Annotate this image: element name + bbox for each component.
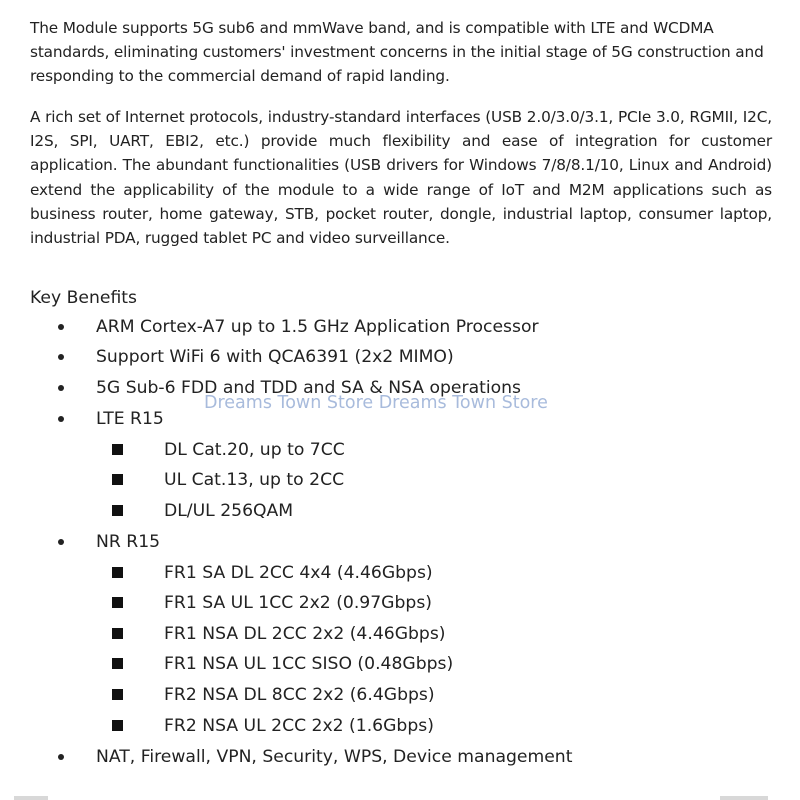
page-edge-divider	[720, 796, 768, 800]
benefit-item-text: NR R15	[96, 532, 161, 552]
intro-paragraph-2: A rich set of Internet protocols, industry-standard interfaces (USB 2.0/3.0/3.1, PCIe 3.0, RGMII, I2C, I2S, SPI, UART, EBI2, etc.) provide much flexibility and ease of integration for customer application. The abundant functionalities (USB drivers for Windows 7/8/8.1/10, Linux and Android) extend the applicability of the module to a wide range of IoT and M2M applications such as business router, home gateway, STB, pocket router, dongle, industrial laptop, consumer laptop, industrial PDA, rugged tablet PC and video surveillance.	[30, 108, 772, 248]
key-benefits-heading: Key Benefits	[30, 288, 137, 308]
nr-sub-item-text: FR1 SA UL 1CC 2x2 (0.97Gbps)	[164, 593, 432, 613]
nr-sub-item-text: FR1 NSA UL 1CC SISO (0.48Gbps)	[164, 654, 454, 674]
lte-sub-item-text: DL Cat.20, up to 7CC	[164, 440, 345, 460]
page-edge-divider	[14, 796, 48, 800]
bullet-square-icon	[112, 474, 123, 485]
lte-sub-item-text: DL/UL 256QAM	[164, 501, 294, 521]
nr-sub-item-text: FR1 SA DL 2CC 4x4 (4.46Gbps)	[164, 563, 433, 583]
bullet-dot-icon	[58, 754, 64, 760]
bullet-square-icon	[112, 628, 123, 639]
bullet-dot-icon	[58, 385, 64, 391]
bullet-square-icon	[112, 505, 123, 516]
benefit-item-text: Support WiFi 6 with QCA6391 (2x2 MIMO)	[96, 347, 454, 367]
store-watermark: Dreams Town Store Dreams Town Store	[204, 393, 548, 413]
benefit-item-text: NAT, Firewall, VPN, Security, WPS, Device management	[96, 747, 573, 767]
benefit-item-text: ARM Cortex-A7 up to 1.5 GHz Application Processor	[96, 317, 539, 337]
intro-paragraph-1: The Module supports 5G sub6 and mmWave band, and is compatible with LTE and WCDMA standards, eliminating customers' investment concerns in the initial stage of 5G construction and responding to the commercial demand of rapid landing.	[30, 19, 764, 86]
bullet-dot-icon	[58, 354, 64, 360]
bullet-square-icon	[112, 689, 123, 700]
bullet-dot-icon	[58, 324, 64, 330]
nr-sub-item-text: FR1 NSA DL 2CC 2x2 (4.46Gbps)	[164, 624, 446, 644]
nr-sub-item-text: FR2 NSA UL 2CC 2x2 (1.6Gbps)	[164, 716, 434, 736]
benefit-item-text: 5G Sub-6 FDD and TDD and SA & NSA operations	[96, 378, 521, 398]
bullet-dot-icon	[58, 539, 64, 545]
bullet-square-icon	[112, 597, 123, 608]
nr-sub-item-text: FR2 NSA DL 8CC 2x2 (6.4Gbps)	[164, 685, 435, 705]
bullet-square-icon	[112, 567, 123, 578]
bullet-square-icon	[112, 720, 123, 731]
lte-sub-item-text: UL Cat.13, up to 2CC	[164, 470, 345, 490]
bullet-square-icon	[112, 444, 123, 455]
bullet-square-icon	[112, 658, 123, 669]
benefit-item-text: LTE R15	[96, 409, 164, 429]
bullet-dot-icon	[58, 416, 64, 422]
